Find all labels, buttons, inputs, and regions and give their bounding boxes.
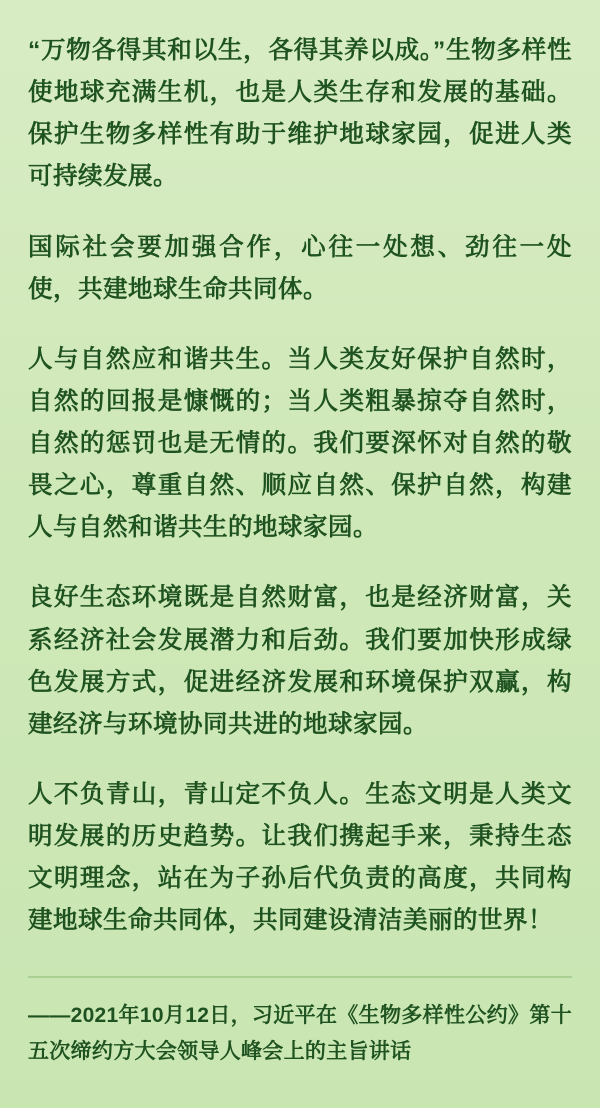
paragraph-3: 人与自然应和谐共生。当人类友好保护自然时，自然的回报是慷慨的；当人类粗暴掠夺自然时，自然的惩罚也是无情的。我们要深怀对自然的敬畏之心，尊重自然、顺应自然、保护自然，构建人与自然和谐共生的地球家园。 <box>28 345 572 542</box>
source-attribution <box>28 998 572 1070</box>
paragraph-1: “万物各得其和以生，各得其养以成。”生物多样性使地球充满生机，也是人类生存和发展的基础。保护生物多样性有助于维护地球家园，促进人类可持续发展。 <box>28 37 572 191</box>
quote-body <box>28 30 572 942</box>
paragraph-4: 良好生态环境既是自然财富，也是经济财富，关系经济社会发展潜力和后劲。我们要加快形成绿色发展方式，促进经济发展和环境保护双赢，构建经济与环境协同共进的地球家园。 <box>28 584 572 738</box>
paragraph-5: 人不负青山，青山定不负人。生态文明是人类文明发展的历史趋势。让我们携起手来，秉持生态文明理念，站在为子孙后代负责的高度，共同构建地球生命共同体，共同建设清洁美丽的世界！ <box>28 780 572 935</box>
paragraph-2: 国际社会要加强合作，心往一处想、劲往一处使，共建地球生命共同体。 <box>28 233 572 303</box>
source-text: ——2021年10月12日，习近平在《生物多样性公约》第十五次缔约方大会领导人峰会上的主旨讲话 <box>28 1004 572 1064</box>
divider <box>28 976 572 978</box>
